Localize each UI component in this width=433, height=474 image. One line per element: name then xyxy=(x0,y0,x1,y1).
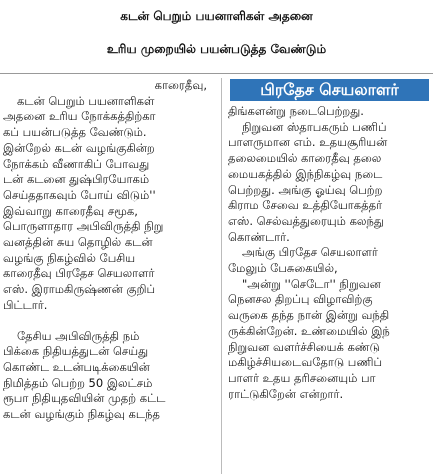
right-line: எஸ். செல்வத்துரையும் கலந்து xyxy=(228,213,384,228)
left-line: ரூபா நிதியுதவியின் முதற் கட்ட xyxy=(3,391,166,406)
left-line: இவ்வாறு காரைதீவு சமூக, xyxy=(3,203,138,218)
left-line: நிமித்தம் பெற்ற 50 இலட்சம் xyxy=(3,375,153,390)
right-line: பெற்றது. அங்கு ஓய்வு பெற்ற xyxy=(228,182,383,197)
left-line: பிட்டார். xyxy=(3,297,48,312)
left-line: அதனை உரிய நோக்கத்திற்கா xyxy=(3,109,156,124)
left-line: எஸ். இராமகிருஷ்ணன் குறிப் xyxy=(3,282,156,297)
headline xyxy=(0,0,433,70)
headline-rule xyxy=(0,73,433,74)
left-line: நோக்கம் வீணாகிப் போவது xyxy=(3,156,150,171)
right-line: நிறுவன ஸ்தாபகரும் பணிப் xyxy=(242,119,387,134)
right-line: நெனசல திறப்பு விழாவிற்கு xyxy=(228,292,373,307)
left-line: இன்றேல் கடன் வழங்குகின்ற xyxy=(3,140,155,155)
left-line: கடன் வழங்கும் நிகழ்வு கடந்த xyxy=(3,407,160,422)
left-line: பொருளாதார அபிவிருத்தி நிறு xyxy=(3,219,164,234)
section-subhead xyxy=(230,79,429,101)
left-line: காரைதீவு, xyxy=(154,78,207,92)
left-line: கொண்ட உடன்படிக்கையின் xyxy=(3,359,150,374)
right-line: பாளர் உதய தரிசனையும் பா xyxy=(228,370,376,385)
left-column xyxy=(3,78,215,423)
left-line: கடன் பெறும் பயனாளிகள் xyxy=(17,93,155,108)
right-column xyxy=(228,104,431,402)
right-line: மகிழ்ச்சியடைவதோடு பணிப் xyxy=(228,355,383,370)
column-divider xyxy=(221,78,222,474)
left-line: வனத்தின் சுய தொழில் கடன் xyxy=(3,235,153,250)
left-line: தேசிய அபிவிருத்தி நம் xyxy=(17,328,140,343)
headline-line-2: உரிய முறையில் பயன்படுத்த வேண்டும் xyxy=(106,42,327,56)
left-line: செய்ததாகவும் போய் விடும்'' xyxy=(3,187,156,202)
right-line: ராட்டுகிறேன் என்றார். xyxy=(228,386,344,401)
right-line: திங்களன்று நடைபெற்றது. xyxy=(228,104,364,118)
right-line: "அன்று ''செடோ'' நிறுவன xyxy=(242,276,381,291)
headline-line-1: கடன் பெறும் பயனாளிகள் அதனை xyxy=(120,9,313,23)
left-line: பிக்கை நிதியத்துடன் செய்து xyxy=(3,344,149,359)
right-line: அங்கு பிரதேச செயலாளர் xyxy=(242,245,378,260)
left-line: வழங்கு நிகழ்வில் பேசிய xyxy=(3,250,136,265)
right-line: மையகத்தில் இந்நிகழ்வு நடை xyxy=(228,166,383,181)
left-line: டன் கடனை துஷ்பிரயோகம் xyxy=(3,172,150,187)
right-line: ருக்கின்றேன். உண்மையில் இந் xyxy=(228,323,390,338)
right-line: கொண்டார். xyxy=(228,229,290,244)
right-line: பாளருமான எம். உதயசூரியன் xyxy=(228,135,388,150)
paragraph-gap xyxy=(3,314,215,329)
right-line: கிராம சேவை உத்தியோகத்தர் xyxy=(228,198,383,213)
subhead-label: பிரதேச செயலாளர் xyxy=(260,80,399,99)
right-line: மேலும் பேசுகையில், xyxy=(228,261,338,276)
right-line: தலைமையில் காரைதீவு தலை xyxy=(228,151,382,166)
right-line: வருகை தந்த நான் இன்று வந்தி xyxy=(228,308,390,323)
left-line: காரைதீவு பிரதேச செயலாளர் xyxy=(3,266,155,281)
left-line: கப் பயன்படுத்த வேண்டும். xyxy=(3,125,147,140)
right-line: நிறுவன வளர்ச்சியைக் கண்டு xyxy=(228,339,380,354)
